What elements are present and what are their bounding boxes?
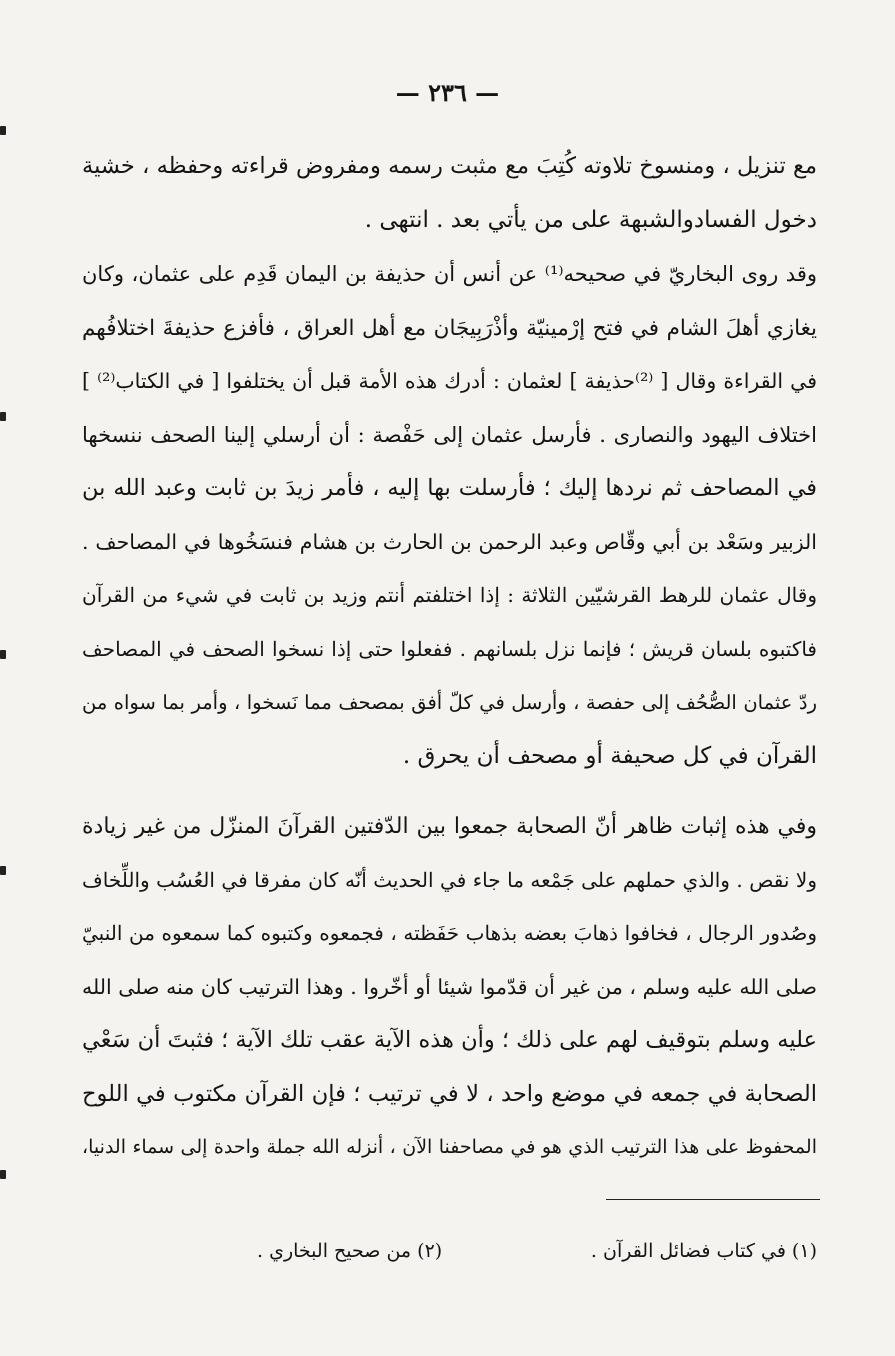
scan-edge-mark	[0, 126, 6, 135]
text-line: يغازي أهلَ الشام في فتح إرْمينيّة وأذْرَبِيجَان مع أهل العراق ، فأفزع حذيفةَ اختلافُهم	[82, 315, 817, 341]
text-line: الزبير وسَعْد بن أبي وقّاص وعبد الرحمن بن الحارث بن هشام فنسَخُوها في المصاحف .	[82, 529, 817, 554]
text-line: وقد روى البخاريّ في صحيحه⁽¹⁾ عن أنس أن حذيفة بن اليمان قَدِم على عثمان، وكان	[82, 262, 817, 286]
paragraph-3	[82, 800, 817, 1175]
footnote-1: (١) في كتاب فضائل القرآن .	[590, 1240, 817, 1262]
text-line: الصحابة في جمعه في موضع واحد ، لا في ترتيب ؛ فإن القرآن مكتوب في اللوح	[82, 1080, 817, 1107]
scan-edge-mark	[0, 866, 6, 875]
text-line: في القراءة وقال [ ⁽²⁾حذيفة ] لعثمان : أدرك هذه الأمة قبل أن يختلفوا [ في الكتاب⁽²⁾ ]	[82, 369, 817, 393]
text-line: صلى الله عليه وسلم ، من غير أن قدّموا شيئا أو أخّروا . وهذا الترتيب كان منه صلى الله	[82, 974, 817, 999]
scan-edge-mark	[0, 412, 6, 421]
text-line: في المصاحف ثم نردها إليك ؛ فأرسلت بها إليه ، فأمر زيدَ بن ثابت وعبد الله بن	[82, 475, 817, 501]
text-line: دخول الفسادوالشبهة على من يأتي بعد . انتهى .	[364, 206, 817, 233]
paragraph-2	[82, 248, 817, 783]
text-line: مع تنزيل ، ومنسوخ تلاوته كُتِبَ مع مثبت رسمه ومفروض قراءته وحفظه ، خشية	[82, 153, 817, 179]
footnote-2: (٢) من صحيح البخاري .	[257, 1240, 443, 1262]
text-line: ولا نقص . والذي حملهم على جَمْعه ما جاء في الحديث أنّه كان مفرقا في العُسُب واللِّخاف	[82, 867, 817, 892]
text-line: ردّ عثمان الصُّحُف إلى حفصة ، وأرسل في كلّ أفق بمصحف مما نَسخوا ، وأمر بما سواه من	[82, 691, 817, 714]
scan-edge-mark	[0, 1170, 6, 1179]
footnote-divider	[606, 1199, 820, 1200]
footnotes	[257, 1240, 817, 1262]
text-line: المحفوظ على هذا الترتيب الذي هو في مصاحفنا الآن ، أنزله الله جملة واحدة إلى سماء الدنيا،	[82, 1136, 817, 1158]
text-line: وصُدور الرجال ، فخافوا ذهابَ بعضه بذهاب حَفَظته ، فجمعوه وكتبوه كما سمعوه من النبيّ	[82, 921, 817, 945]
scan-edge-mark	[0, 650, 6, 659]
text-line: وفي هذه إثبات ظاهر أنّ الصحابة جمعوا بين الدّفتين القرآنَ المنزّل من غير زيادة	[82, 814, 817, 839]
paragraph-1	[82, 140, 817, 247]
text-line: وقال عثمان للرهط القرشيّين الثلاثة : إذا اختلفتم أنتم وزيد بن ثابت في شيء من القرآن	[82, 583, 817, 607]
text-line: القرآن في كل صحيفة أو مصحف أن يحرق .	[402, 742, 817, 769]
page-number: — ٢٣٦ —	[395, 78, 500, 107]
text-line: اختلاف اليهود والنصارى . فأرسل عثمان إلى حَفْصة : أن أرسلي إلينا الصحف ننسخها	[82, 422, 817, 447]
text-line: عليه وسلم بتوقيف لهم على ذلك ؛ وأن هذه الآية عقب تلك الآية ؛ فثبتَ أن سَعْي	[82, 1027, 817, 1053]
text-line: فاكتبوه بلسان قريش ؛ فإنما نزل بلسانهم . ففعلوا حتى إذا نسخوا الصحف في المصاحف	[82, 636, 817, 661]
